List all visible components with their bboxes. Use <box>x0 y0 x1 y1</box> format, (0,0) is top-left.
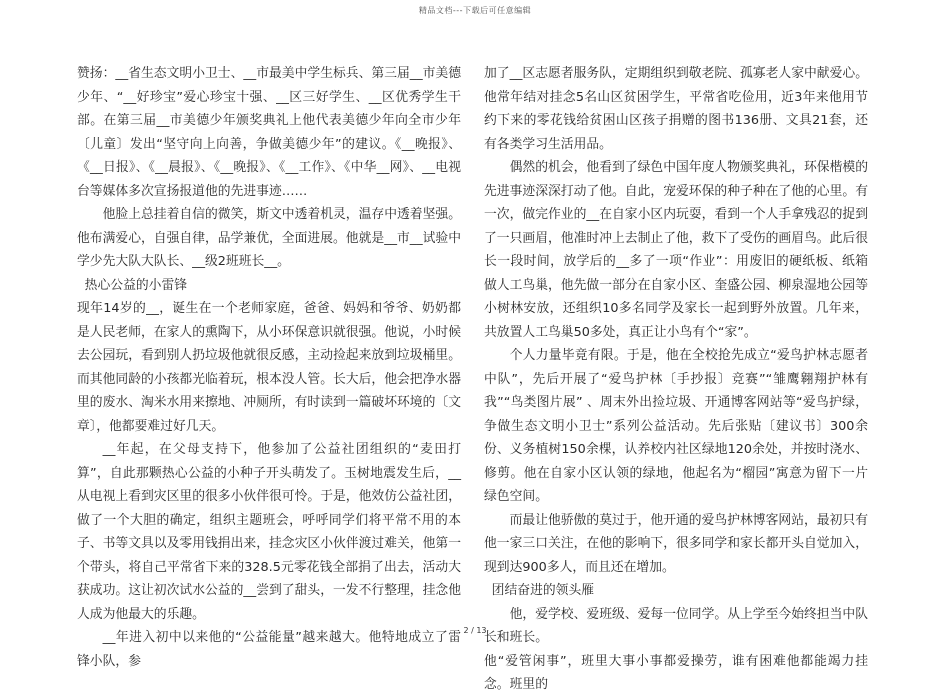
right-paragraph-1: 加了__区志愿者服务队，定期组织到敬老院、孤寡老人家中献爱心。他常年结对挂念5名山区贫困学生，平常省吃俭用，近3年来他用节约下来的零花钱给贫困山区孩子捐赠的图书136册、文具21套，还有各类学习生活用品。 <box>484 66 868 152</box>
left-paragraph-3: 现年14岁的__，诞生在一个老师家庭，爸爸、妈妈和爷爷、奶奶都是人民老师，在家人的熏陶下，从小环保意识就很强。他说，小时候去公园玩，看到别人扔垃圾他就很反感，主动捡起来放到垃圾桶里。而其他同龄的小孩都光临着玩，根本没人管。长大后，他会把净水器里的废水、淘米水用来擦地、冲厕所，有时读到一篇破坏环境的〔文章〕，他都要难过好几天。 <box>77 301 461 434</box>
left-paragraph-1: 赞扬：__省生态文明小卫士、__市最美中学生标兵、第三届__市美德少年、“__好珍宝”爱心珍宝十强、__区三好学生、__区优秀学生干部。在第三届__市美德少年颁奖典礼上他代表美德少年向全市少年〔儿童〕发出“坚守向上向善，争做美德少年”的建议。《__晚报》、《__日报》、《__晨报》、《__晚报》、《__工作》、《中华__网》、__电视台等媒体多次宣扬报道他的先进事迹…… <box>77 66 461 199</box>
page-number: 2 / 13 <box>463 626 487 635</box>
left-column <box>77 62 461 673</box>
section-heading-leader: 团结奋进的领头雁 <box>491 583 595 598</box>
right-column <box>484 62 868 697</box>
right-paragraph-5: 他，爱学校、爱班级、爱每一位同学。从上学至今始终担当中队长和班长。 <box>484 606 868 645</box>
right-paragraph-3: 个人力量毕竟有限。于是，他在全校抢先成立“爱鸟护林志愿者中队”，先后开展了“爱鸟护林〔手抄报〕竞赛”“雏鹰翱翔护林有我”“鸟类图片展” 、周末外出捡垃圾、开通博客网站等“爱鸟护绿，争做生态文明小卫士”系列公益活动。先后张贴〔建议书〕300余份、义务植树150余棵，认养校内社区绿地120余处，并按时浇水、修剪。他在自家小区认领的绿地，他起名为“榴园”寓意为留下一片绿色空间。 <box>484 348 868 504</box>
right-paragraph-4: 而最让他骄傲的莫过于，他开通的爱鸟护林博客网站，最初只有他一家三口关注，在他的影响下，很多同学和家长都开头自觉加入，现到达900多人，而且还在增加。 <box>484 512 868 575</box>
left-paragraph-4: __年起，在父母支持下，他参加了公益社团组织的“麦田打算”，自此那颗热心公益的小种子开头萌发了。玉树地震发生后，__从电视上看到灾区里的很多小伙伴很可怜。于是，他效仿公益社团，做了一个大胆的确定，组织主题班会，呼呼同学们将平常不用的本子、书等文具以及零用钱捐出来，挂念灾区小伙伴渡过难关，他第一个带头，将自己平常省下来的328.5元零花钱全部捐了出去，活动大获成功。这让初次试水公益的__尝到了甜头，一发不行整理，挂念他人成为他最大的乐趣。 <box>77 442 461 622</box>
right-paragraph-6: 他“爱管闲事”，班里大事小事都爱操劳，谁有困难他都能竭力挂念。班里的 <box>484 653 868 692</box>
page-header: 精品文档---下载后可任意编辑 <box>418 6 532 15</box>
section-heading-volunteer: 热心公益的小雷锋 <box>84 277 188 293</box>
right-paragraph-2: 偶然的机会，他看到了绿色中国年度人物颁奖典礼，环保楷模的先进事迹深深打动了他。自此，宠爱环保的种子种在了他的心里。有一次，做完作业的__在自家小区内玩耍，看到一个人手拿残忍的捉到了一只画眉，他准时冲上去制止了他，救下了受伤的画眉鸟。此后很长一段时间，放学后的__多了一项“作业”：用废旧的硬纸板、纸箱做人工鸟巢，他先做一部分在自家小区、奎盛公园、柳泉湿地公园等小树林安放，还组织10多名同学及家长一起到野外放置。几年来，共放置人工鸟巢50多处，真正让小鸟有个“家”。 <box>484 160 868 340</box>
left-paragraph-5: __年进入初中以来他的“公益能量”越来越大。他特地成立了雷锋小队，参 <box>77 630 461 669</box>
left-paragraph-2: 他脸上总挂着自信的微笑，斯文中透着机灵，温存中透着坚强。他布满爱心，自强自律，品学兼优，全面进展。他就是__市__试验中学少先大队大队长、__级2班班长__。 <box>77 207 461 269</box>
